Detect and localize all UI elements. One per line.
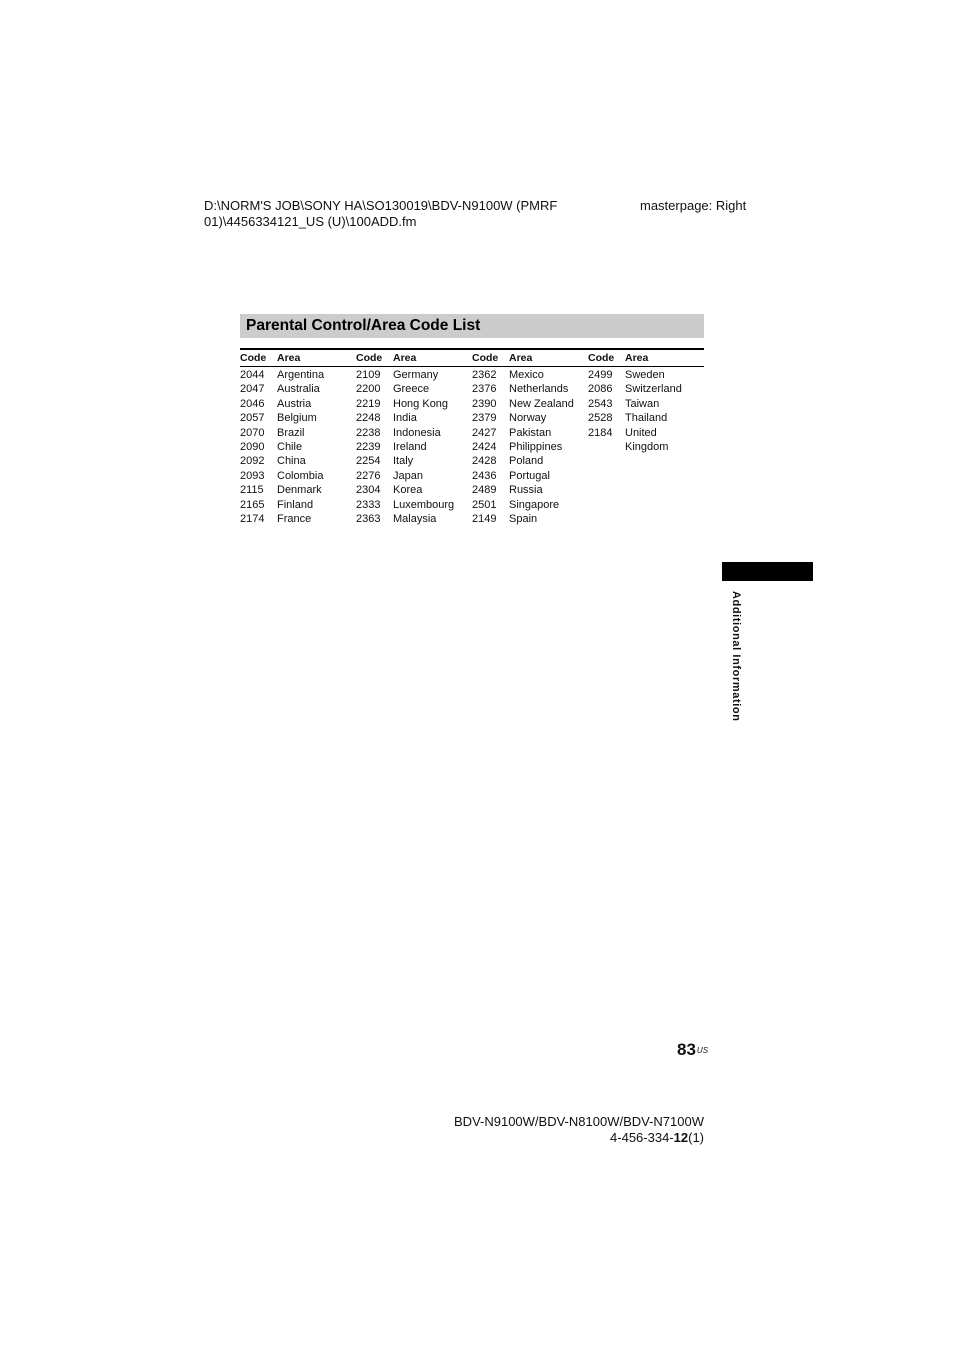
area-name: Netherlands	[509, 383, 569, 396]
area-name: Colombia	[277, 469, 324, 482]
area-name: Australia	[277, 383, 320, 396]
area-name: Finland	[277, 498, 314, 511]
section-tab-marker	[722, 562, 813, 581]
area-name: Italy	[393, 455, 414, 468]
table-row	[356, 512, 472, 526]
table-row	[240, 469, 356, 483]
area-name: Mexico	[509, 369, 544, 381]
code-header: Code	[356, 352, 383, 364]
area-name: Korea	[393, 484, 423, 497]
area-code: 2149	[472, 512, 497, 525]
table-row	[356, 440, 472, 454]
table-row	[472, 512, 588, 526]
table-row	[472, 440, 588, 454]
table-top-rule	[240, 348, 704, 350]
area-name: Ireland	[393, 440, 427, 453]
area-name: Japan	[393, 469, 423, 482]
table-row	[356, 469, 472, 483]
area-code: 2304	[356, 484, 381, 497]
area-name: Austria	[277, 397, 312, 410]
area-code: 2248	[356, 412, 381, 425]
masterpage-label: masterpage: Right	[640, 198, 747, 213]
table-row	[240, 426, 356, 440]
area-name: Germany	[393, 369, 439, 381]
area-name: Pakistan	[509, 426, 552, 439]
area-name: India	[393, 412, 417, 425]
table-row	[472, 426, 588, 440]
footer-code-bold: 12	[673, 1130, 689, 1145]
area-name: Kingdom	[625, 440, 669, 453]
area-code: 2499	[588, 369, 613, 381]
table-row	[356, 454, 472, 468]
area-code: 2436	[472, 469, 497, 482]
table-row	[356, 368, 472, 382]
page-number-value: 83	[677, 1040, 696, 1059]
area-name: Singapore	[509, 498, 560, 511]
area-code: 2057	[240, 412, 265, 425]
area-code: 2333	[356, 498, 381, 511]
area-code: 2070	[240, 426, 265, 439]
area-code: 2379	[472, 412, 497, 425]
table-row	[588, 382, 704, 396]
file-path-line-2: 01)\4456334121_US (U)\100ADD.fm	[204, 214, 417, 229]
area-code: 2427	[472, 426, 497, 439]
area-name: Sweden	[625, 369, 665, 381]
area-code: 2109	[356, 369, 381, 381]
table-row	[356, 426, 472, 440]
area-code: 2093	[240, 469, 265, 482]
area-name: Russia	[509, 484, 543, 497]
table-row	[240, 498, 356, 512]
area-code: 2044	[240, 369, 265, 381]
area-code: 2254	[356, 455, 381, 468]
table-header-rule	[240, 366, 704, 367]
table-row	[472, 498, 588, 512]
table-row	[356, 382, 472, 396]
area-code: 2276	[356, 469, 381, 482]
table-row	[356, 483, 472, 497]
footer-code-suffix: (1)	[688, 1130, 704, 1145]
area-name: Indonesia	[393, 426, 441, 439]
area-header: Area	[509, 352, 533, 364]
table-row	[356, 411, 472, 425]
area-code: 2424	[472, 440, 497, 453]
table-row	[588, 426, 704, 440]
table-row	[472, 397, 588, 411]
area-code: 2184	[588, 426, 613, 439]
table-row	[472, 368, 588, 382]
table-row	[356, 498, 472, 512]
table-row	[472, 454, 588, 468]
area-code: 2543	[588, 397, 613, 410]
area-header: Area	[393, 352, 417, 364]
area-code: 2086	[588, 383, 613, 396]
table-row	[588, 411, 704, 425]
footer-document-code	[610, 1130, 704, 1146]
area-header: Area	[625, 352, 649, 364]
code-header: Code	[588, 352, 615, 364]
area-code: 2165	[240, 498, 265, 511]
code-header: Code	[240, 352, 267, 364]
table-row	[240, 512, 356, 526]
area-name: United	[625, 426, 657, 439]
area-name: Spain	[509, 512, 538, 525]
area-name: Taiwan	[625, 397, 660, 410]
area-name: Hong Kong	[393, 397, 449, 410]
area-code: 2200	[356, 383, 381, 396]
table-row	[240, 454, 356, 468]
area-name: Belgium	[277, 412, 317, 425]
area-name: Switzerland	[625, 383, 682, 396]
footer-model-list: BDV-N9100W/BDV-N8100W/BDV-N7100W	[454, 1114, 704, 1129]
area-code: 2362	[472, 369, 497, 381]
section-title: Parental Control/Area Code List	[246, 317, 481, 334]
area-name: Argentina	[277, 369, 325, 381]
table-row	[588, 440, 704, 454]
area-code: 2363	[356, 512, 381, 525]
area-name: Denmark	[277, 484, 322, 497]
area-name: Brazil	[277, 426, 305, 439]
code-header: Code	[472, 352, 499, 364]
table-row	[240, 382, 356, 396]
table-row	[472, 411, 588, 425]
area-code: 2428	[472, 455, 497, 468]
area-name: France	[277, 512, 312, 525]
area-code: 2239	[356, 440, 381, 453]
area-name: Portugal	[509, 469, 550, 482]
area-code: 2528	[588, 412, 613, 425]
area-code: 2489	[472, 484, 497, 497]
area-name: New Zealand	[509, 397, 574, 410]
area-code: 2376	[472, 383, 497, 396]
area-name: Luxembourg	[393, 498, 455, 511]
table-row	[240, 411, 356, 425]
page-number	[677, 1040, 708, 1060]
footer-code-prefix: 4-456-334-	[610, 1130, 674, 1145]
section-heading-bar	[240, 314, 704, 338]
area-name: Norway	[509, 412, 547, 425]
area-name: Malaysia	[393, 512, 437, 525]
table-row	[588, 368, 704, 382]
table-row	[472, 469, 588, 483]
area-code: 2115	[240, 484, 264, 497]
area-code: 2174	[240, 512, 265, 525]
table-row	[588, 397, 704, 411]
area-code: 2047	[240, 383, 265, 396]
area-code: 2046	[240, 397, 265, 410]
table-row	[240, 483, 356, 497]
area-name: Philippines	[509, 440, 563, 453]
area-name: China	[277, 455, 306, 468]
area-code: 2219	[356, 397, 381, 410]
area-name: Chile	[277, 440, 303, 453]
table-row	[240, 397, 356, 411]
area-name: Thailand	[625, 412, 668, 425]
area-code: 2390	[472, 397, 497, 410]
file-path-line-1: D:\NORM'S JOB\SONY HA\SO130019\BDV-N9100W (PMRF	[204, 198, 558, 213]
area-code: 2501	[472, 498, 497, 511]
table-row	[356, 397, 472, 411]
area-code: 2092	[240, 455, 265, 468]
table-row	[240, 368, 356, 382]
table-row	[472, 382, 588, 396]
table-row	[240, 440, 356, 454]
section-tab-label: Additional Information	[730, 591, 742, 722]
area-code: 2090	[240, 440, 265, 453]
area-code: 2238	[356, 426, 381, 439]
area-header: Area	[277, 352, 301, 364]
page-number-suffix: US	[696, 1046, 709, 1055]
area-name: Poland	[509, 455, 544, 468]
area-name: Greece	[393, 383, 430, 396]
table-row	[472, 483, 588, 497]
